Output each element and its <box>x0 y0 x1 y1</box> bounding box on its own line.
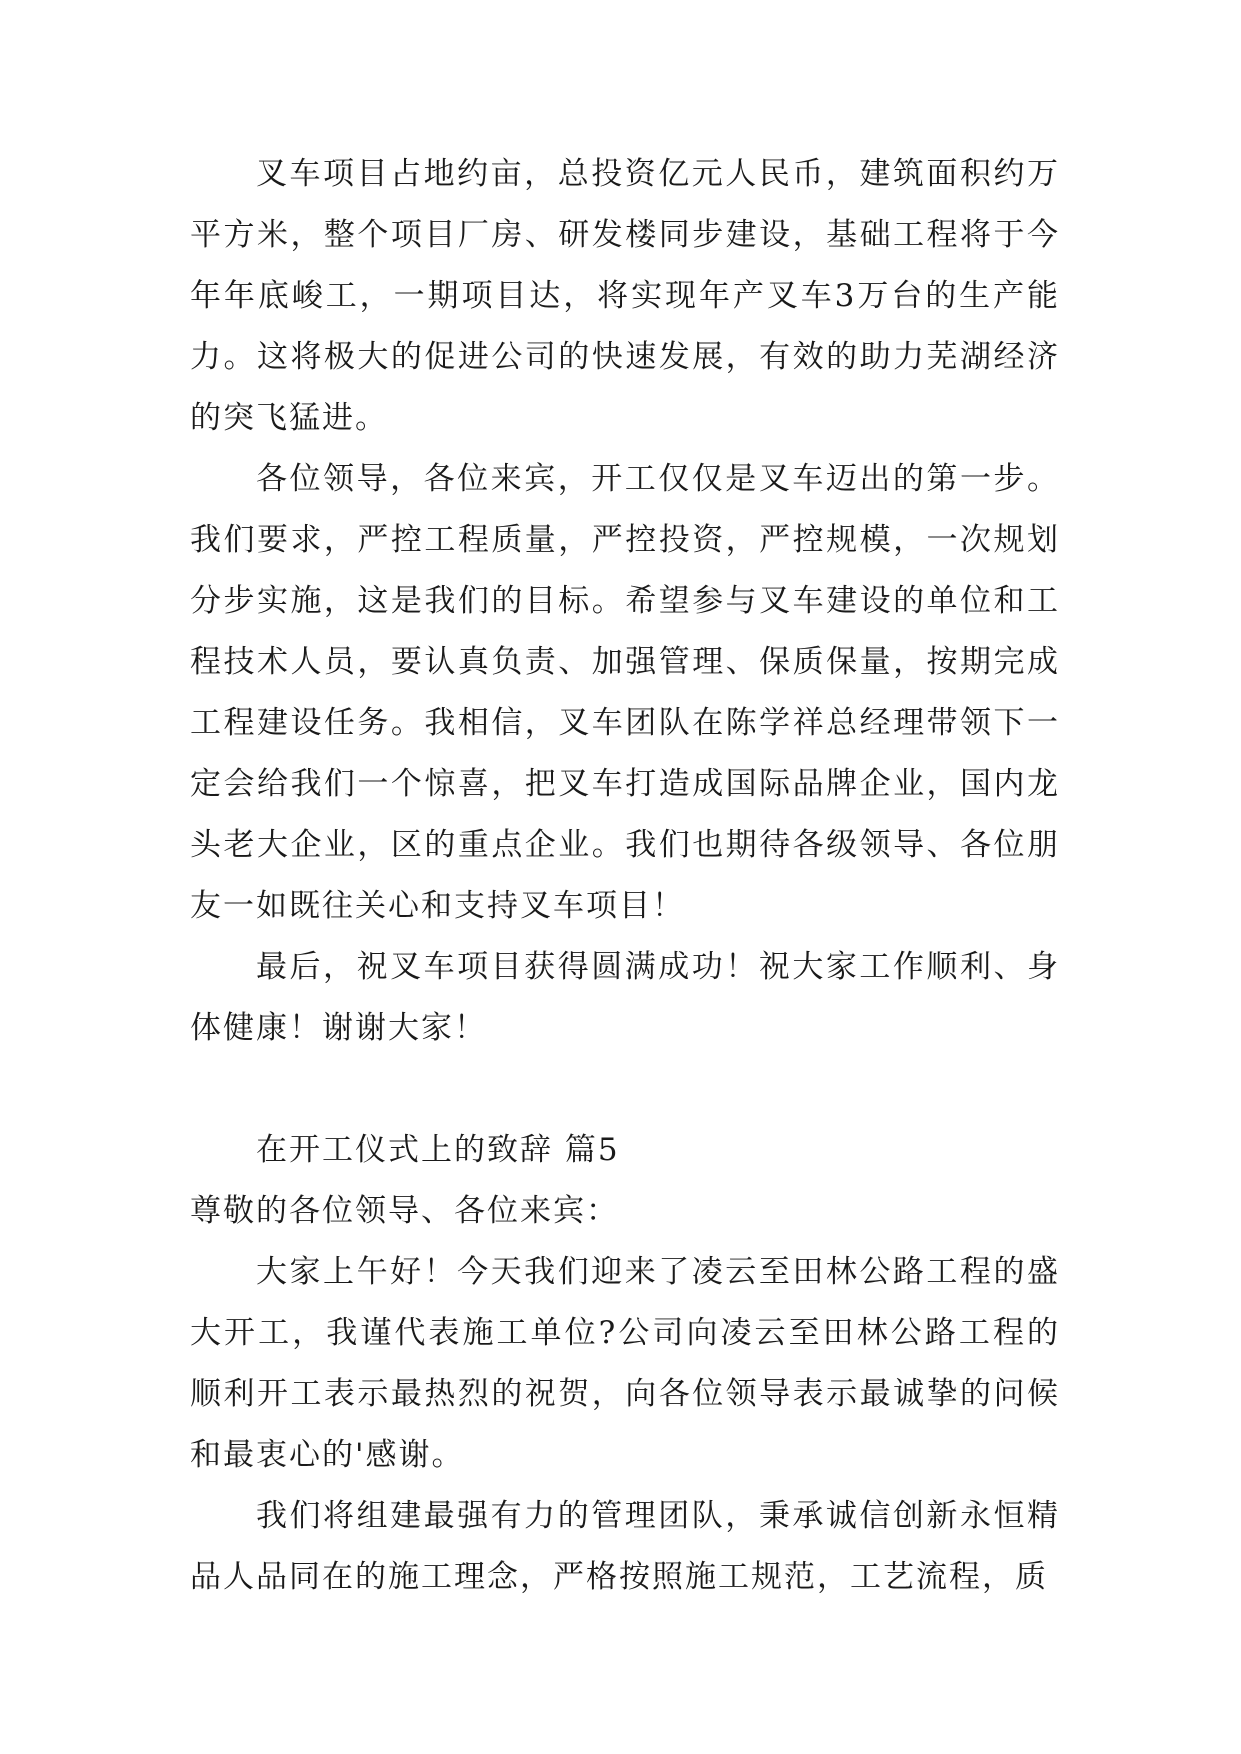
paragraph-first-step: 各位领导，各位来宾，开工仅仅是叉车迈出的第一步。我们要求，严控工程质量，严控投资，严控规模，一次规划分步实施，这是我们的目标。希望参与叉车建设的单位和工程技术人员，要认真负责、加强管理、保质保量，按期完成工程建设任务。我相信，叉车团队在陈学祥总经理带领下一定会给我们一个惊喜，把叉车打造成国际品牌企业，国内龙头老大企业，区的重点企业。我们也期待各级领导、各位朋友一如既往关心和支持叉车项目！ <box>190 461 1060 924</box>
paragraph-greeting: 大家上午好！今天我们迎来了凌云至田林公路工程的盛大开工，我谨代表施工单位?公司向凌云至田林公路工程的顺利开工表示最热烈的祝贺，向各位领导表示最诚挚的问候和最衷心的'感谢。 <box>190 1254 1060 1473</box>
section-title: 在开工仪式上的致辞 篇5 <box>256 1132 620 1168</box>
section-gap <box>190 1059 1060 1120</box>
salutation: 尊敬的各位领导、各位来宾： <box>190 1193 619 1229</box>
document-body <box>190 144 1060 1608</box>
paragraph-project-overview: 叉车项目占地约亩，总投资亿元人民币，建筑面积约万平方米，整个项目厂房、研发楼同步建设，基础工程将于今年年底峻工，一期项目达，将实现年产叉车3万台的生产能力。这将极大的促进公司的快速发展，有效的助力芜湖经济的突飞猛进。 <box>190 156 1060 436</box>
paragraph-closing-wishes: 最后，祝叉车项目获得圆满成功！祝大家工作顺利、身体健康！谢谢大家！ <box>190 949 1060 1046</box>
paragraph-management-team: 我们将组建最强有力的管理团队，秉承诚信创新永恒精品人品同在的施工理念，严格按照施工规范，工艺流程，质 <box>190 1498 1060 1595</box>
